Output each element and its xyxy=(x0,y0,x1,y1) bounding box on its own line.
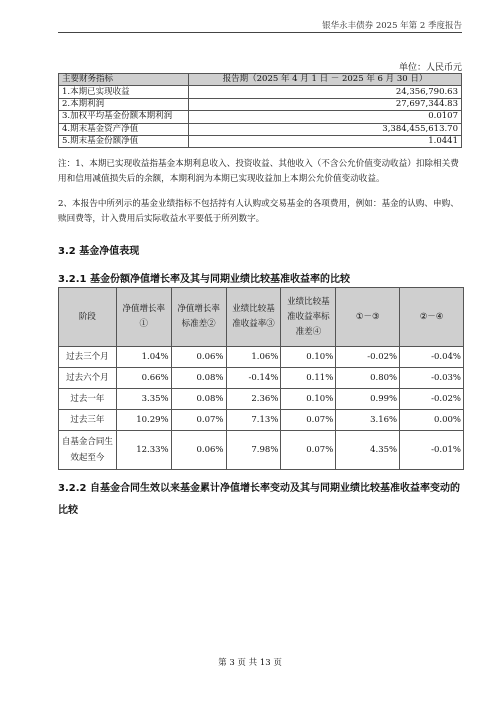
table-cell: 4.35% xyxy=(336,431,400,470)
table-cell: 12.33% xyxy=(116,431,171,470)
section-heading-3-2: 3.2 基金净值表现 xyxy=(58,246,140,257)
table-header-row xyxy=(59,74,462,86)
table-row xyxy=(59,389,464,410)
period-cell: 过去三年 xyxy=(59,410,117,431)
table-row xyxy=(59,347,464,368)
table-cell: 0.99% xyxy=(336,389,400,410)
note-paragraph-1: 注：1、本期已实现收益指基金本期利息收入、投资收益、其他收入（不含公允价值变动收益）扣除相关费用和信用减值损失后的余额，本期利润为本期已实现收益加上本期公允价值变动收益。 xyxy=(58,159,459,184)
indicator-value: 1.0441 xyxy=(189,135,462,147)
table-cell: -0.01% xyxy=(400,431,464,470)
indicator-value: 24,356,790.63 xyxy=(189,86,462,98)
indicator-label: 3.加权平均基金份额本期利润 xyxy=(59,111,189,123)
indicator-value: 3,384,455,613.70 xyxy=(189,123,462,135)
table-row xyxy=(59,410,464,431)
indicator-label: 5.期末基金份额净值 xyxy=(59,135,189,147)
column-header-diff-2-4: ②－④ xyxy=(400,288,464,347)
table-cell: 0.10% xyxy=(281,347,336,368)
table-cell: 0.07% xyxy=(281,410,336,431)
unit-label: 单位：人民币元 xyxy=(398,63,462,73)
section-heading-3-2-2: 3.2.2 自基金合同生效以来基金累计净值增长率变动及其与同期业绩比较基准收益率变动的比较 xyxy=(58,483,460,516)
table-row xyxy=(59,111,462,123)
table-cell: 0.11% xyxy=(281,368,336,389)
table-cell: 7.98% xyxy=(226,431,281,470)
table-cell: 1.04% xyxy=(116,347,171,368)
header-divider xyxy=(58,32,462,33)
table-cell: 0.66% xyxy=(116,368,171,389)
page-number: 第 3 页 共 13 页 xyxy=(218,658,282,668)
table-row xyxy=(59,86,462,98)
table-cell: -0.02% xyxy=(400,389,464,410)
column-header-benchmark-std: 业绩比较基准收益率标准差④ xyxy=(281,288,336,347)
indicator-label: 4.期末基金资产净值 xyxy=(59,123,189,135)
column-header-indicator: 主要财务指标 xyxy=(59,74,189,86)
column-header-nav-growth-std: 净值增长率标准差② xyxy=(171,288,226,347)
table-cell: 0.80% xyxy=(336,368,400,389)
table-cell: 0.07% xyxy=(281,431,336,470)
period-cell: 过去一年 xyxy=(59,389,117,410)
table-cell: 0.08% xyxy=(171,389,226,410)
column-header-benchmark-return: 业绩比较基准收益率③ xyxy=(226,288,281,347)
column-header-nav-growth: 净值增长率① xyxy=(116,288,171,347)
table-cell: 0.06% xyxy=(171,347,226,368)
table-row xyxy=(59,368,464,389)
indicator-value: 0.0107 xyxy=(189,111,462,123)
table-cell: -0.04% xyxy=(400,347,464,368)
table-row xyxy=(59,431,464,470)
table-cell: 3.16% xyxy=(336,410,400,431)
table-cell: 0.07% xyxy=(171,410,226,431)
report-header-title: 银华永丰债券 2025 年第 2 季度报告 xyxy=(322,21,462,31)
table-row xyxy=(59,98,462,110)
table-cell: 10.29% xyxy=(116,410,171,431)
table-row xyxy=(59,123,462,135)
table-cell: 0.10% xyxy=(281,389,336,410)
table-cell: 0.08% xyxy=(171,368,226,389)
table-cell: -0.14% xyxy=(226,368,281,389)
table-cell: 0.06% xyxy=(171,431,226,470)
column-header-period: 阶段 xyxy=(59,288,117,347)
period-cell: 过去六个月 xyxy=(59,368,117,389)
table-cell: 2.36% xyxy=(226,389,281,410)
column-header-period: 报告期（2025 年 4 月 1 日 － 2025 年 6 月 30 日） xyxy=(189,74,462,86)
section-heading-3-2-1: 3.2.1 基金份额净值增长率及其与同期业绩比较基准收益率的比较 xyxy=(58,274,350,285)
table-cell: 3.35% xyxy=(116,389,171,410)
indicator-label: 2.本期利润 xyxy=(59,98,189,110)
nav-performance-table xyxy=(58,287,464,470)
note-paragraph-2: 2、本报告中所列示的基金业绩指标不包括持有人认购或交易基金的各项费用，例如：基金的认购、申购、赎回费等，计入费用后实际收益水平要低于所列数字。 xyxy=(58,199,459,224)
period-cell: 过去三个月 xyxy=(59,347,117,368)
financial-indicators-table xyxy=(58,73,462,148)
table-cell: -0.02% xyxy=(336,347,400,368)
column-header-diff-1-3: ①－③ xyxy=(336,288,400,347)
table-header-row xyxy=(59,288,464,347)
table-cell: -0.03% xyxy=(400,368,464,389)
table-cell: 1.06% xyxy=(226,347,281,368)
indicator-value: 27,697,344.83 xyxy=(189,98,462,110)
table-cell: 7.13% xyxy=(226,410,281,431)
table-row xyxy=(59,135,462,147)
period-cell: 自基金合同生效起至今 xyxy=(59,431,117,470)
indicator-label: 1.本期已实现收益 xyxy=(59,86,189,98)
table-cell: 0.00% xyxy=(400,410,464,431)
